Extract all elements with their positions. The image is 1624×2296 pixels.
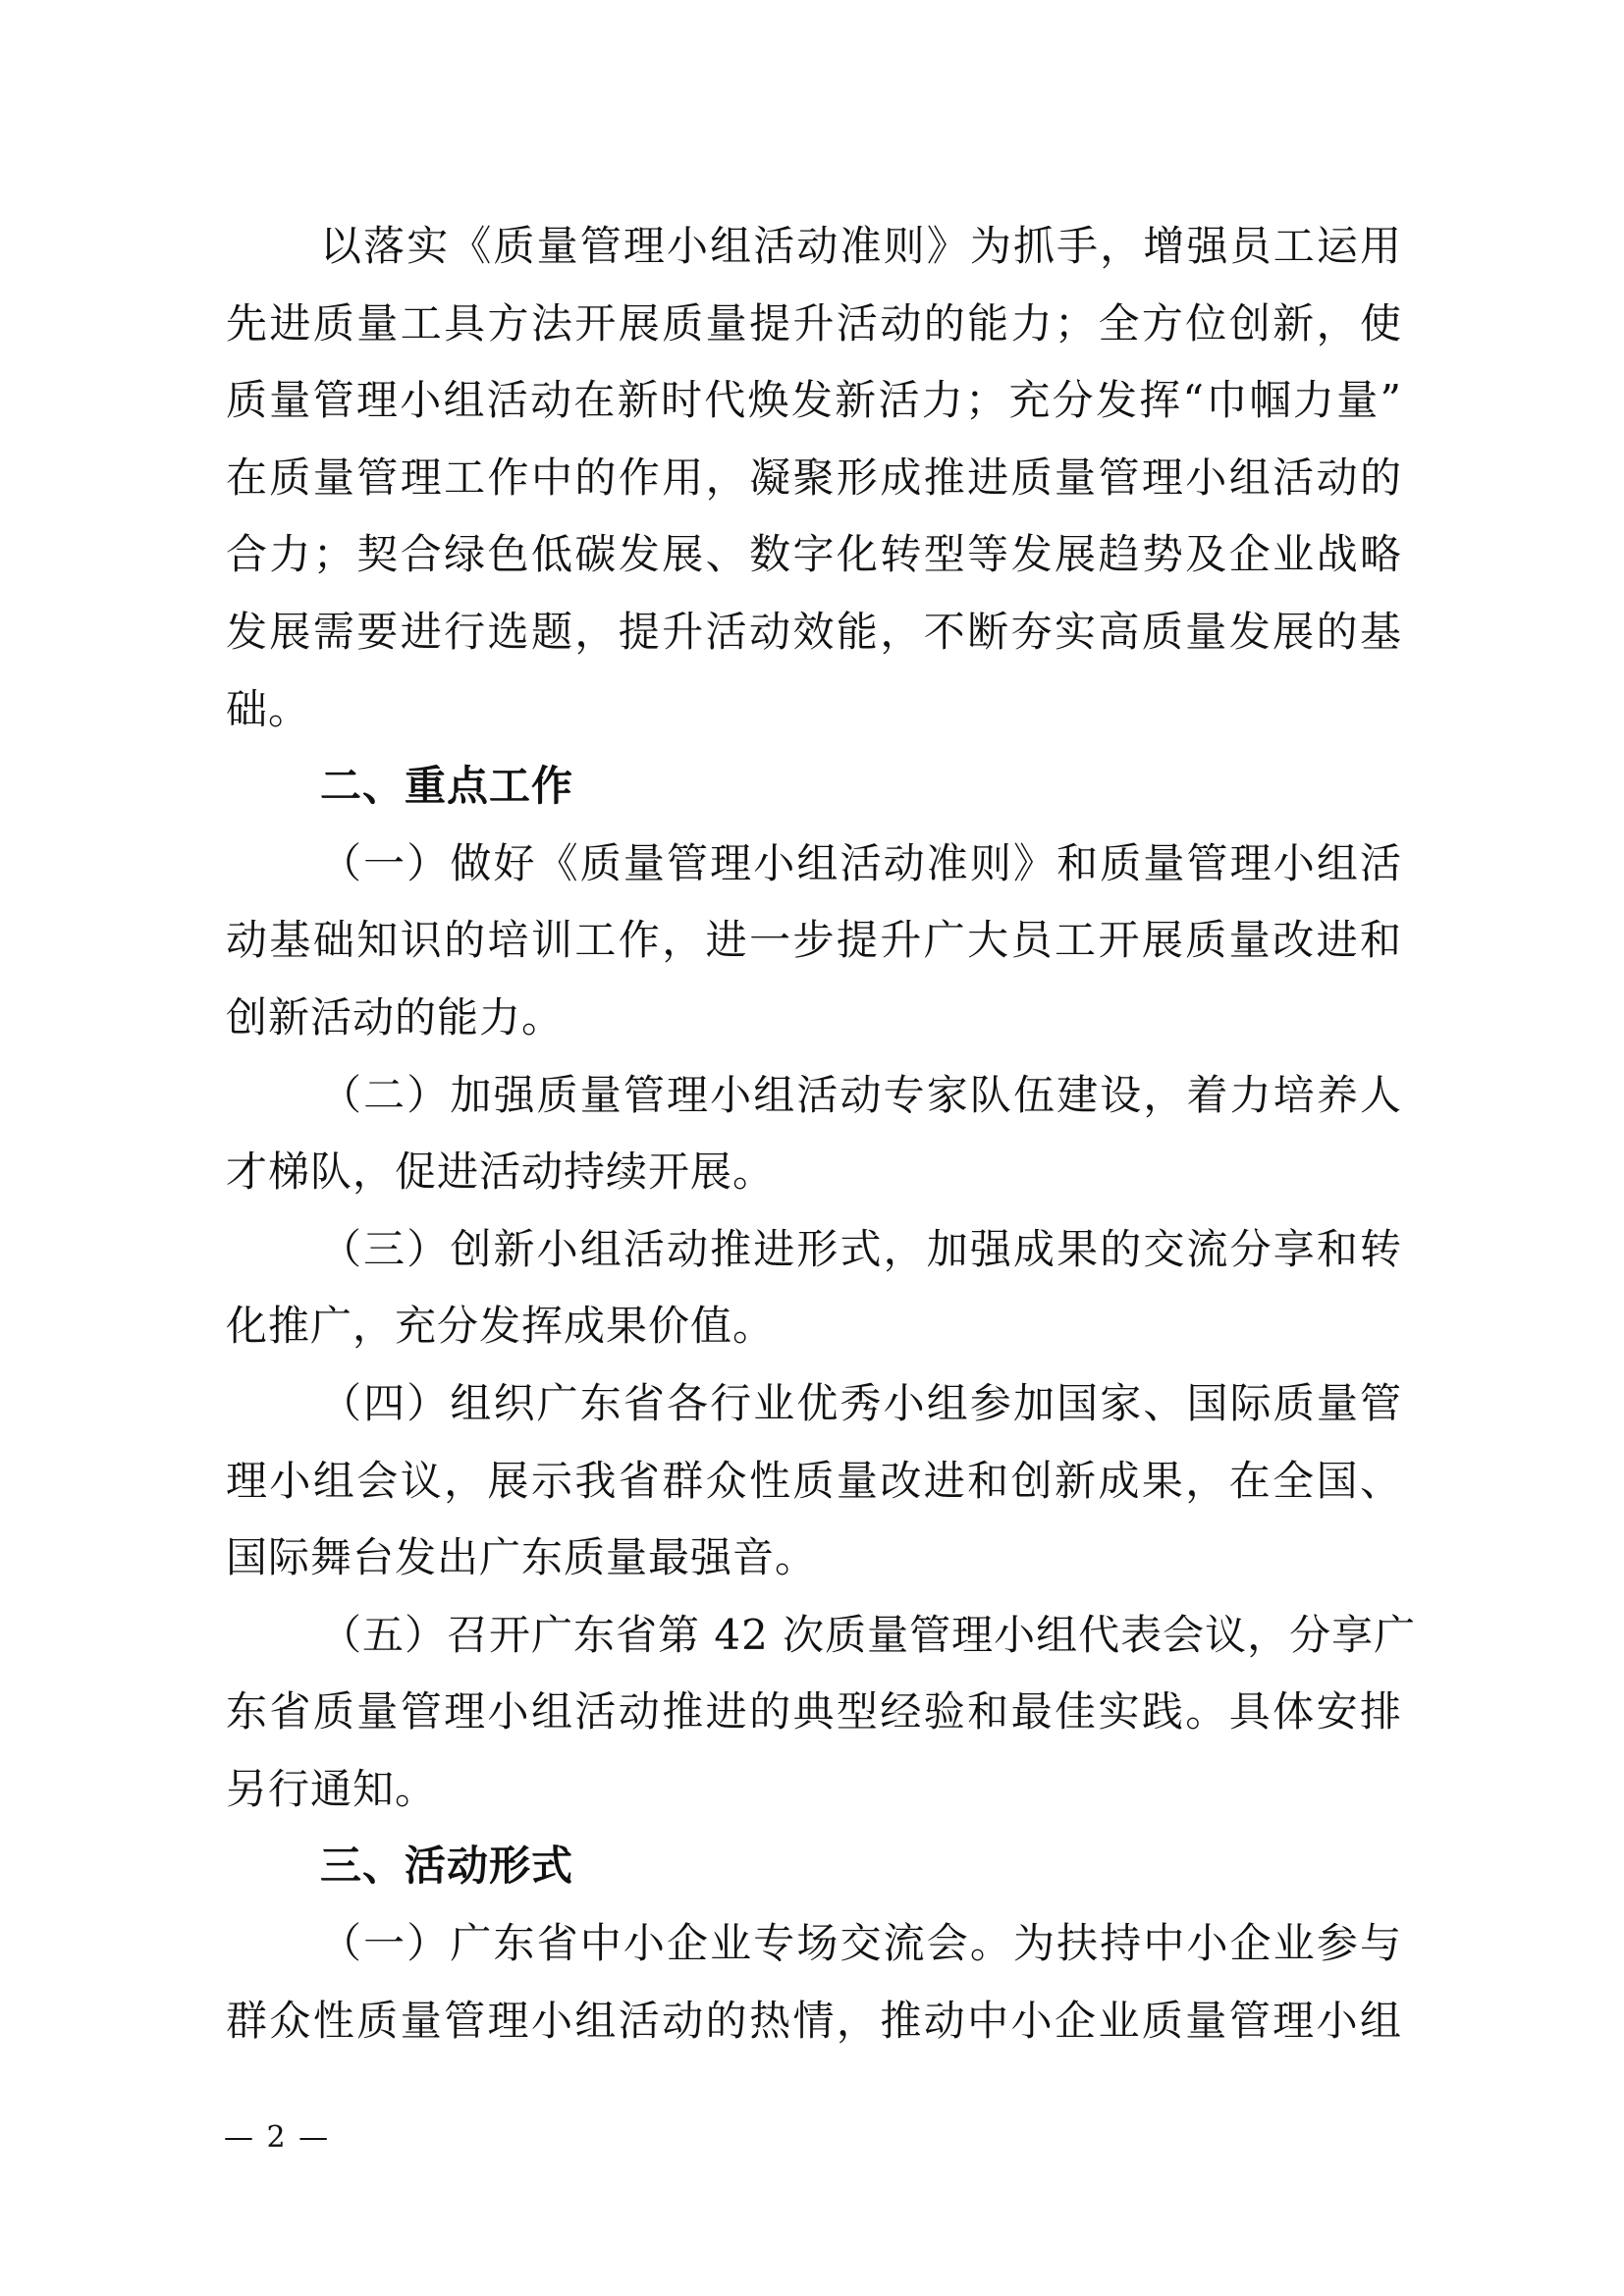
paragraph-line: 东省质量管理小组活动推进的典型经验和最佳实践。具体安排: [226, 1687, 1402, 1736]
paragraph-line: 质量管理小组活动在新时代焕发新活力；充分发挥“巾帼力量”: [226, 376, 1402, 425]
paragraph-line: （四）组织广东省各行业优秀小组参加国家、国际质量管: [320, 1378, 1402, 1427]
paragraph-line: 化推广，充分发挥成果价值。: [226, 1302, 776, 1351]
paragraph-line: 先进质量工具方法开展质量提升活动的能力；全方位创新，使: [226, 298, 1402, 347]
section-heading: 三、活动形式: [320, 1842, 574, 1891]
page-number: — 2 —: [224, 2120, 331, 2155]
paragraph-line: （五）召开广东省第 42 次质量管理小组代表会议，分享广: [320, 1610, 1417, 1659]
paragraph-line: （一）做好《质量管理小组活动准则》和质量管理小组活: [320, 838, 1402, 887]
paragraph-line: 发展需要进行选题，提升活动效能，不断夯实高质量发展的基: [226, 607, 1402, 656]
paragraph-line: （一）广东省中小企业专场交流会。为扶持中小企业参与: [320, 1919, 1402, 1968]
paragraph-line: 动基础知识的培训工作，进一步提升广大员工开展质量改进和: [226, 916, 1402, 965]
paragraph-line: （二）加强质量管理小组活动专家队伍建设，着力培养人: [320, 1070, 1402, 1119]
paragraph-line: 以落实《质量管理小组活动准则》为抓手，增强员工运用: [320, 222, 1402, 270]
section-heading: 二、重点工作: [320, 762, 574, 811]
paragraph-line: 创新活动的能力。: [226, 992, 565, 1041]
paragraph-line: 理小组会议，展示我省群众性质量改进和创新成果，在全国、: [226, 1456, 1402, 1505]
paragraph-line: 合力；契合绿色低碳发展、数字化转型等发展趋势及企业战略: [226, 530, 1402, 579]
paragraph-line: 国际舞台发出广东质量最强音。: [226, 1533, 818, 1582]
paragraph-line: 础。: [226, 684, 311, 733]
paragraph-line: （三）创新小组活动推进形式，加强成果的交流分享和转: [320, 1224, 1402, 1273]
paragraph-line: 在质量管理工作中的作用，凝聚形成推进质量管理小组活动的: [226, 453, 1402, 502]
paragraph-line: 另行通知。: [226, 1764, 438, 1813]
paragraph-line: 才梯队，促进活动持续开展。: [226, 1148, 776, 1197]
document-body: [226, 208, 1417, 2059]
paragraph-line: 群众性质量管理小组活动的热情，推动中小企业质量管理小组: [226, 1996, 1402, 2045]
